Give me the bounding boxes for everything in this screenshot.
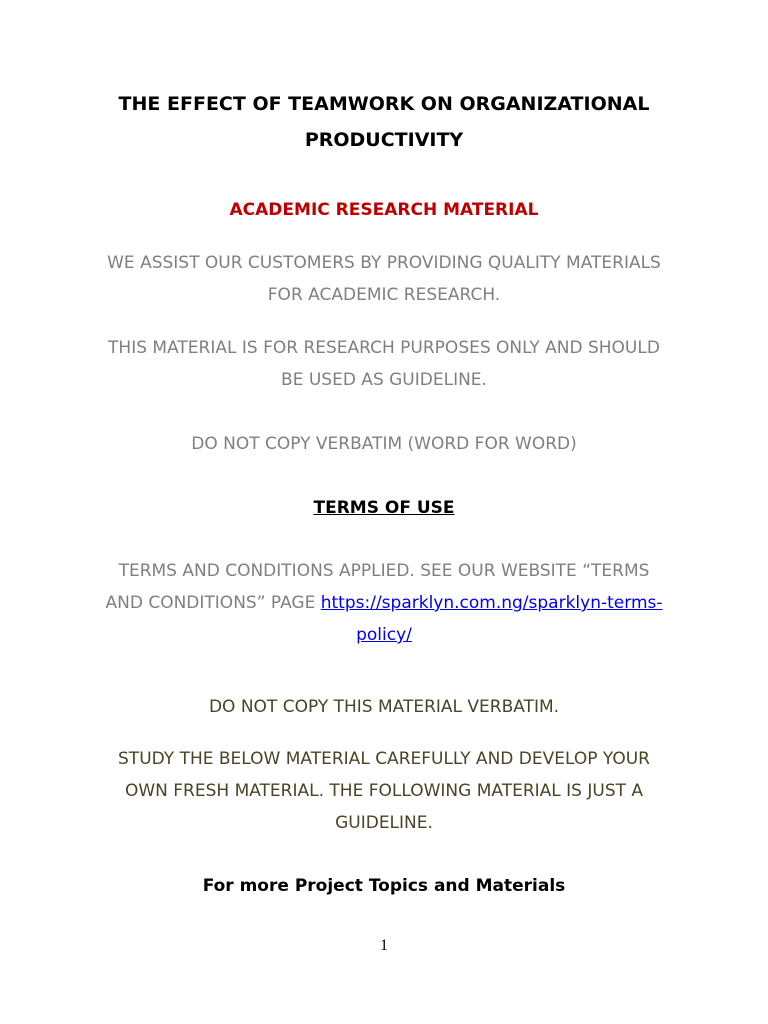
document-title-line-2: PRODUCTIVITY bbox=[304, 129, 464, 151]
study-text-line-3: GUIDELINE. bbox=[335, 813, 433, 833]
study-text-line-2: OWN FRESH MATERIAL. THE FOLLOWING MATERIAL IS JUST A bbox=[124, 781, 644, 801]
document-subtitle: ACADEMIC RESEARCH MATERIAL bbox=[229, 200, 539, 220]
assist-text-line-2: FOR ACADEMIC RESEARCH. bbox=[267, 285, 501, 305]
document-title-line-1: THE EFFECT OF TEAMWORK ON ORGANIZATIONAL bbox=[118, 93, 650, 115]
terms-text-prefix: AND CONDITIONS” PAGE bbox=[105, 593, 321, 613]
terms-text-line-1: TERMS AND CONDITIONS APPLIED. SEE OUR WEBSITE “TERMS bbox=[118, 561, 650, 581]
more-topics-text: For more Project Topics and Materials bbox=[202, 876, 566, 896]
study-text-line-1: STUDY THE BELOW MATERIAL CAREFULLY AND DEVELOP YOUR bbox=[118, 749, 650, 769]
purpose-text-line-2: BE USED AS GUIDELINE. bbox=[281, 370, 487, 390]
terms-of-use-heading: TERMS OF USE bbox=[313, 498, 455, 518]
no-copy-material-text: DO NOT COPY THIS MATERIAL VERBATIM. bbox=[208, 697, 560, 717]
terms-policy-link-continued[interactable]: policy/ bbox=[356, 625, 412, 645]
assist-text-line-1: WE ASSIST OUR CUSTOMERS BY PROVIDING QUALITY MATERIALS bbox=[107, 253, 661, 273]
terms-policy-link[interactable]: https://sparklyn.com.ng/sparklyn-terms- bbox=[320, 593, 663, 613]
purpose-text-line-1: THIS MATERIAL IS FOR RESEARCH PURPOSES ONLY AND SHOULD bbox=[108, 338, 660, 358]
page-number: 1 bbox=[380, 937, 388, 954]
no-copy-verbatim-text: DO NOT COPY VERBATIM (WORD FOR WORD) bbox=[191, 434, 577, 454]
terms-text-line-2 bbox=[0, 591, 768, 615]
terms-text-line-3 bbox=[0, 623, 768, 647]
